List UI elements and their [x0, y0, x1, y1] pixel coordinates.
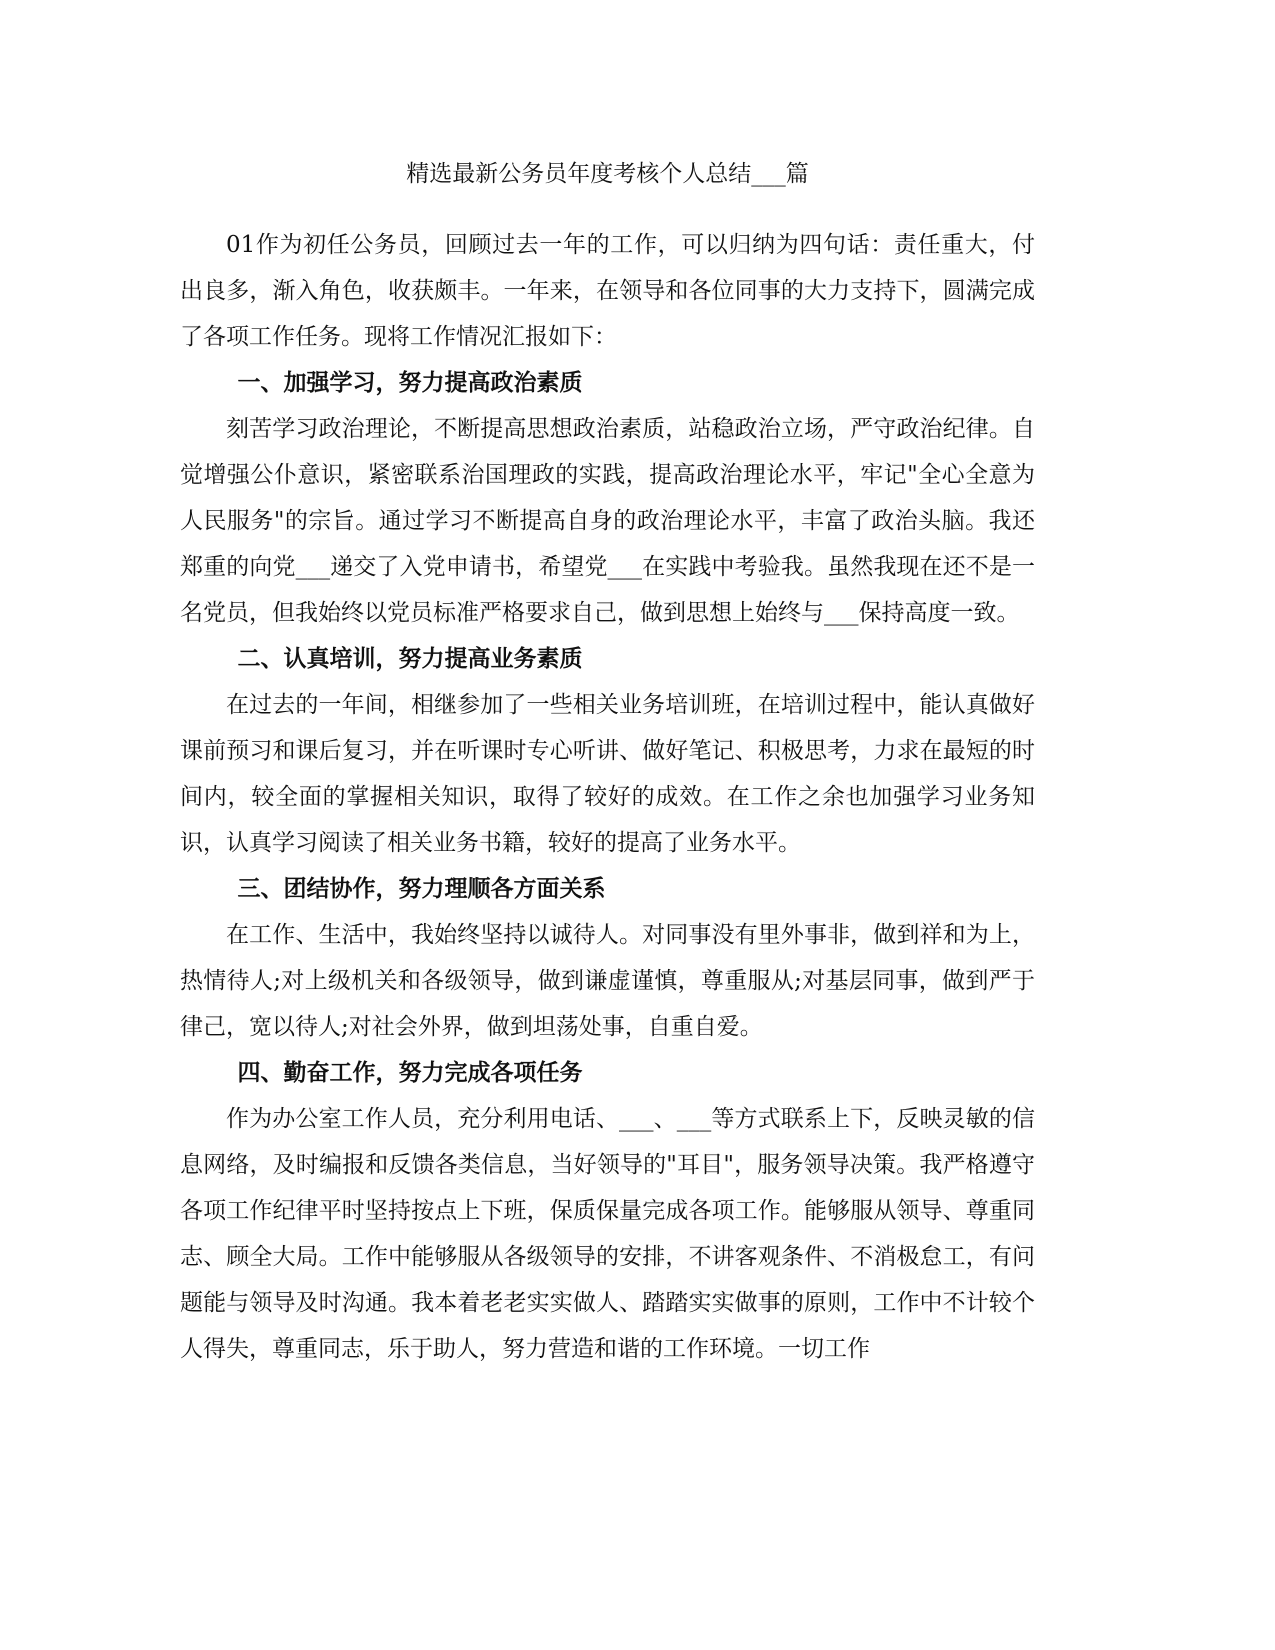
section-heading-2: 二、认真培训，努力提高业务素质: [237, 646, 583, 672]
document-body: [180, 222, 1035, 1372]
section-body-4: 作为办公室工作人员，充分利用电话、___、___等方式联系上下，反映灵敏的信息网络，及时编报和反馈各类信息，当好领导的"耳目"，服务领导决策。我严格遵守各项工作纪律平时坚持按点上下班，保质保量完成各项工作。能够服从领导、尊重同志、顾全大局。工作中能够服从各级领导的安排，不讲客观条件、不消极怠工，有问题能与领导及时沟通。我本着老老实实做人、踏踏实实做事的原则，工作中不计较个人得失，尊重同志，乐于助人，努力营造和谐的工作环境。一切工作: [180, 1106, 1035, 1362]
intro-paragraph: 01作为初任公务员，回顾过去一年的工作，可以归纳为四句话：责任重大，付出良多，渐入角色，收获颇丰。一年来，在领导和各位同事的大力支持下，圆满完成了各项工作任务。现将工作情况汇报如下：: [180, 232, 1035, 350]
section-body-1: 刻苦学习政治理论，不断提高思想政治素质，站稳政治立场，严守政治纪律。自觉增强公仆意识，紧密联系治国理政的实践，提高政治理论水平，牢记"全心全意为人民服务"的宗旨。通过学习不断提高自身的政治理论水平，丰富了政治头脑。我还郑重的向党___递交了入党申请书，希望党___在实践中考验我。虽然我现在还不是一名党员，但我始终以党员标准严格要求自己，做到思想上始终与___保持高度一致。: [180, 416, 1035, 626]
section-heading-3: 三、团结协作，努力理顺各方面关系: [237, 876, 606, 902]
section-heading-1: 一、加强学习，努力提高政治素质: [237, 370, 583, 396]
document-title: 精选最新公务员年度考核个人总结___篇: [406, 161, 809, 187]
section-heading-4: 四、勤奋工作，努力完成各项任务: [237, 1060, 583, 1086]
section-body-2: 在过去的一年间，相继参加了一些相关业务培训班，在培训过程中，能认真做好课前预习和课后复习，并在听课时专心听讲、做好笔记、积极思考，力求在最短的时间内，较全面的掌握相关知识，取得了较好的成效。在工作之余也加强学习业务知识，认真学习阅读了相关业务书籍，较好的提高了业务水平。: [180, 692, 1035, 856]
section-body-3: 在工作、生活中，我始终坚持以诚待人。对同事没有里外事非，做到祥和为上，热情待人;对上级机关和各级领导，做到谦虚谨慎，尊重服从;对基层同事，做到严于律己，宽以待人;对社会外界，做到坦荡处事，自重自爱。: [180, 922, 1035, 1040]
